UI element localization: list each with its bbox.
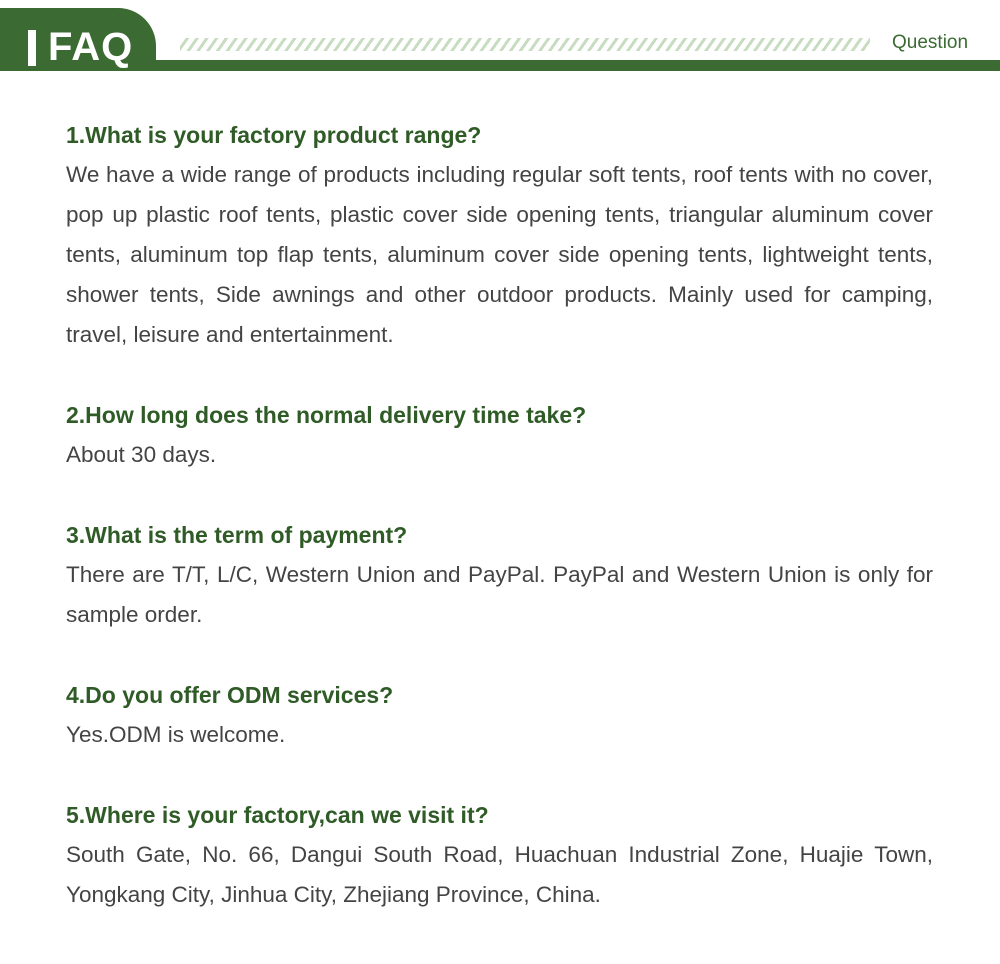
faq-answer: About 30 days. [66,442,217,467]
header-tab [0,8,156,71]
faq-item [66,795,933,915]
faq-item [66,515,933,635]
faq-item [66,395,933,475]
section-label: Question [892,32,969,53]
faq-header [0,0,1000,74]
faq-question: 1.What is your factory product range? [66,122,482,148]
faq-answer: We have a wide range of products including regular soft tents, roof tents with no cover, pop up plastic roof tents, plastic cover side opening tents, triangular aluminum cover tents, aluminum top flap tents, aluminum cover side opening tents, lightweight tents, shower tents, Side awnings and other outdoor products. Mainly used for camping, travel, leisure and entertainment. [66,162,933,347]
faq-question: 3.What is the term of payment? [66,522,408,548]
faq-answer: South Gate, No. 66, Dangui South Road, Huachuan Industrial Zone, Huajie Town, Yongkang City, Jinhua City, Zhejiang Province, China. [66,842,933,907]
page-title: FAQ [48,25,134,69]
faq-answer: Yes.ODM is welcome. [66,722,286,747]
faq-item [66,115,933,355]
faq-answer: There are T/T, L/C, Western Union and PayPal. PayPal and Western Union is only for sample order. [66,562,933,627]
header-hatch-decoration [180,38,870,51]
faq-item [66,675,933,755]
faq-list [66,115,933,955]
faq-question: 2.How long does the normal delivery time take? [66,402,587,428]
faq-question: 5.Where is your factory,can we visit it? [66,802,489,828]
title-bar-mark-icon [28,30,36,66]
faq-question: 4.Do you offer ODM services? [66,682,394,708]
